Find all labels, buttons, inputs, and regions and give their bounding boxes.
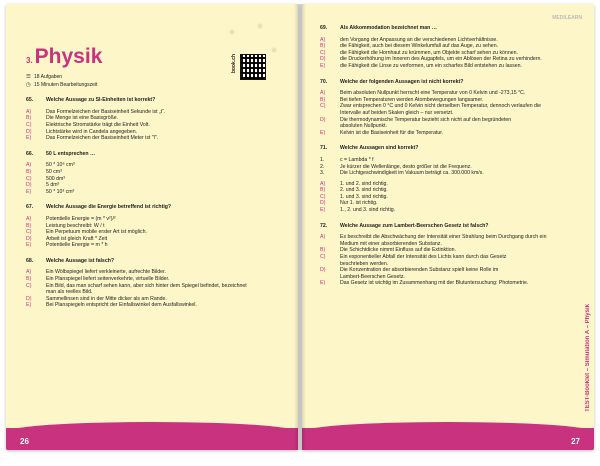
statement-number: 1. [320, 156, 325, 163]
question-number: 70. [320, 78, 328, 85]
answer-option [320, 280, 572, 287]
answer-option [26, 129, 282, 136]
option-text: 50 * 10⁶ cm³ [46, 162, 75, 169]
answer-option [320, 267, 572, 274]
option-letter: C) [26, 229, 32, 236]
option-letter: E) [26, 242, 32, 249]
option-text: Arbeit ist gleich Kraft * Zeit [46, 235, 108, 242]
option-text: Die thermodynamische Temperatur bezieht sich nicht auf den begründeten [340, 116, 512, 123]
option-text: die Fähigkeit die Hornhaut zu krümmen, um Objekte scharf sehen zu können. [340, 49, 518, 56]
statement-text: Die Lichtgeschwindigkeit im Vakuum beträgt ca. 300.000 km/s. [340, 170, 484, 177]
answer-option [320, 187, 572, 194]
option-letter: A) [26, 162, 32, 169]
option-text: Bei Planspiegeln entspricht der Einfallswinkel dem Ausfallswinkel. [46, 302, 197, 309]
answer-option [320, 50, 572, 57]
question-heading [26, 97, 282, 104]
statement-number: 3. [320, 170, 325, 177]
option-text: Bei tiefen Temperaturen werden Atombewegungen langsamer. [340, 96, 484, 103]
option-letter: E) [26, 188, 32, 195]
answer-option [26, 276, 282, 283]
option-text: 500 dm³ [46, 175, 66, 182]
question-text: 50 L entsprechen … [46, 150, 96, 157]
answer-option [320, 261, 572, 268]
answer-option [26, 216, 282, 223]
option-letter: C) [320, 254, 326, 261]
question-block [26, 204, 282, 249]
option-text: Kelvin ist die Basiseinheit für die Temperatur. [340, 129, 444, 136]
option-text: Beim absoluten Nullpunkt herrscht eine Temperatur von 0 Kelvin und -273,15 °C. [340, 90, 526, 97]
page-number-left: 26 [20, 437, 29, 446]
answer-option [26, 269, 282, 276]
question-block [320, 223, 572, 287]
statement-number: 2. [320, 163, 325, 170]
answer-option [320, 103, 572, 110]
right-question-list [320, 25, 572, 287]
statement-text: Je kürzer die Wellenlänge, desto größer ist die Frequenz. [340, 163, 472, 170]
option-letter: D) [26, 128, 32, 135]
question-block [320, 145, 572, 213]
option-text: die Fähigkeit die Linse zu verformen, um ein scharfes Bild entstehen zu lassen. [340, 62, 522, 69]
answer-option [26, 296, 282, 303]
option-letter: D) [320, 56, 326, 63]
statement-item [320, 164, 572, 171]
statement-text: c = Lambda * f [340, 156, 374, 163]
answer-option [320, 90, 572, 97]
option-text: Das Formelzeichen der Basiseinheit Sekunde ist „t“. [46, 108, 166, 115]
option-text: den Vorgang der Anpassung an die verschiedenen Lichtverhältnisse. [340, 36, 498, 43]
answer-option [320, 37, 572, 44]
option-text: Ein exponentieller Abfall der Intensität des Lichts kann durch das Gesetz [340, 254, 507, 261]
question-number: 69. [320, 25, 328, 31]
answer-option [26, 302, 282, 309]
answer-option [320, 43, 572, 50]
answer-option [26, 223, 282, 230]
answer-option [26, 283, 282, 290]
answer-option [320, 207, 572, 214]
option-text: Intervalle auf beiden Skalen gleich – nur versetzt. [340, 109, 454, 116]
option-letter: D) [320, 200, 326, 207]
answer-option [320, 130, 572, 137]
answer-option [320, 123, 572, 130]
option-text: beschrieben werden. [340, 260, 389, 267]
answer-option [26, 135, 282, 142]
answer-option [26, 169, 282, 176]
option-letter: B) [26, 276, 32, 283]
option-letter [320, 274, 340, 281]
option-text: Elektrische Stromstärke trägt die Einheit Volt. [46, 121, 150, 128]
option-letter [320, 123, 340, 130]
option-letter: C) [320, 103, 326, 110]
option-text: Ein Bild, das man scharf sehen kann, aber sich hinter dem Spiegel befindet, bezeichnet [46, 282, 247, 289]
option-text: die Druckerhöhung im Inneren des Augapfels, um ein Ablösen der Retina zu verhindern. [340, 56, 542, 63]
option-letter: A) [320, 234, 326, 241]
option-letter: B) [320, 187, 326, 194]
question-block [26, 258, 282, 309]
question-heading [26, 151, 282, 158]
answer-option [320, 234, 572, 241]
option-letter [320, 261, 340, 268]
option-text: Medium mit einer absorbierenden Substanz. [340, 240, 442, 247]
meta-row [26, 82, 282, 89]
answer-option [26, 189, 282, 196]
option-text: 1., 2. und 3. sind richtig. [340, 207, 396, 214]
option-letter: D) [320, 116, 326, 123]
answer-option [320, 97, 572, 104]
option-letter: D) [320, 267, 326, 274]
option-letter [26, 289, 46, 296]
option-text: Lambert-Beerschen Gesetz. [340, 273, 405, 280]
answer-option [26, 122, 282, 129]
answer-option [320, 241, 572, 248]
option-text: Ein Perpetuum mobile erster Art ist möglich. [46, 229, 147, 236]
question-block [320, 25, 572, 70]
answer-option [320, 247, 572, 254]
option-text: Ein Wölbspiegel liefert verkleinerte, aufrechte Bilder. [46, 269, 166, 276]
option-letter: E) [320, 129, 326, 136]
question-number: 65. [26, 97, 34, 104]
option-text: Sammellinsen sind in der Mitte dicker als am Rande. [46, 295, 167, 302]
right-page [302, 4, 594, 450]
question-text: Welche Aussage zu SI-Einheiten ist korrekt? [46, 97, 156, 104]
question-text: Welche Aussage zum Lambert-Beerschen Gesetz ist falsch? [340, 222, 489, 229]
answer-option [26, 182, 282, 189]
question-text: Welche Aussagen sind korrekt? [340, 145, 419, 152]
option-text: Potentielle Energie = (m * v²)/² [46, 215, 116, 222]
option-text: Es beschreibt die Abschwächung der Intensität einer Strahlung beim Durchgang durch ein [340, 234, 547, 241]
question-heading [320, 223, 572, 230]
option-text: man als reelles Bild. [46, 289, 93, 296]
option-text: die Fähigkeit, auch bei diesem Winkelumfall auf das Auge, zu sehen. [340, 43, 499, 50]
option-letter: B) [320, 43, 326, 50]
option-text: Die Menge ist eine Basisgröße. [46, 115, 119, 122]
option-letter: A) [320, 180, 326, 187]
question-number: 68. [26, 257, 34, 264]
book-gutter [294, 4, 306, 450]
open-booklet [6, 4, 594, 460]
chapter-number: 3. [26, 56, 33, 65]
option-letter: D) [26, 295, 32, 302]
option-letter: B) [26, 168, 32, 175]
question-heading [26, 204, 282, 211]
answer-option [320, 56, 572, 63]
option-letter: D) [26, 235, 32, 242]
answer-option [320, 254, 572, 261]
option-text: 50 cm³ [46, 168, 62, 175]
statement-item [320, 170, 572, 177]
option-letter: B) [320, 96, 326, 103]
question-text: Als Akkommodation bezeichnet man … [340, 25, 437, 31]
option-letter: A) [26, 108, 32, 115]
meta-text: 18 Aufgaben [34, 74, 63, 80]
option-letter: E) [26, 302, 32, 309]
brand-header: MEDILEARN [552, 15, 582, 21]
footer-band [6, 428, 298, 450]
question-text: Welche Aussage ist falsch? [46, 257, 115, 264]
option-text: Das Formelzeichen der Basiseinheit Meter ist "l". [46, 135, 159, 142]
option-text: Lichtstärke wird in Candela angegeben. [46, 128, 138, 135]
question-block [26, 97, 282, 142]
option-letter: A) [26, 269, 32, 276]
option-letter [320, 110, 340, 117]
answer-option [320, 117, 572, 124]
qr-label: book.ch [231, 54, 237, 74]
option-text: Ein Planspiegel liefert seitenverkehrte, virtuelle Bilder. [46, 276, 170, 283]
question-text: Welche der folgenden Aussagen ist nicht korrekt? [340, 78, 464, 85]
option-text: Leistung beschreibt: W / t [46, 222, 105, 229]
option-letter: E) [26, 135, 32, 142]
left-question-list [26, 97, 282, 309]
option-text: Nur 1. ist richtig. [340, 200, 378, 207]
option-letter: C) [320, 193, 326, 200]
option-letter: C) [320, 49, 326, 56]
answer-option [26, 289, 282, 296]
option-letter: A) [320, 90, 326, 97]
meta-text: 15 Minuten Bearbeitungszeit [34, 81, 98, 88]
answer-option [320, 194, 572, 201]
option-text: Die Konzentration der absorbierenden Substanz spielt keine Rolle im [340, 267, 499, 274]
option-text: Das Gesetz ist wichtig im Zusammenhang mit der Blutuntersuchung: Photometrie. [340, 280, 529, 287]
option-letter: C) [26, 121, 32, 128]
option-letter: E) [320, 207, 326, 214]
option-text: absoluten Nullpunkt. [340, 123, 388, 130]
option-text: 5 dm³ [46, 182, 60, 189]
answer-option [26, 109, 282, 116]
option-letter: A) [26, 215, 32, 222]
footer-band [302, 428, 594, 450]
option-text: Zwar entsprechen 0 °C und 0 Kelvin nicht derselben Temperatur, dennoch verlaufen die [340, 103, 541, 110]
question-number: 72. [320, 222, 328, 229]
answer-option [26, 229, 282, 236]
answer-option [26, 176, 282, 183]
option-letter [320, 241, 340, 248]
option-letter: C) [26, 175, 32, 182]
answer-option [320, 181, 572, 188]
statement-item [320, 157, 572, 164]
answer-option [26, 162, 282, 169]
option-letter: B) [26, 222, 32, 229]
side-label: TEST-Booklet – Simulation A – Physik [585, 304, 591, 412]
chapter-title: Physik [34, 45, 103, 68]
option-text: 1. und 3. sind richtig. [340, 193, 388, 200]
option-text: Potentielle Energie = m * h [46, 242, 108, 249]
answer-option [320, 274, 572, 281]
answer-option [320, 110, 572, 117]
option-text: 1. und 2. sind richtig. [340, 180, 388, 187]
option-text: 50 * 10³ cm³ [46, 188, 75, 195]
left-page [6, 4, 298, 450]
answer-option [26, 242, 282, 249]
question-number: 71. [320, 145, 328, 152]
question-heading [320, 25, 572, 32]
qr-code-icon [240, 54, 266, 80]
option-letter: A) [320, 36, 326, 43]
option-text: Die Schichtdicke nimmt Einfluss auf die Extinktion. [340, 247, 456, 254]
option-letter: E) [320, 62, 326, 69]
option-letter: B) [26, 115, 32, 122]
question-block [26, 151, 282, 196]
option-letter: B) [320, 247, 326, 254]
option-text: 2. und 3. sind richtig. [340, 187, 388, 194]
question-number: 66. [26, 150, 34, 157]
clock-icon: ◷ [26, 81, 31, 88]
answer-option [320, 63, 572, 70]
option-letter: E) [320, 280, 326, 287]
question-text: Welche Aussage die Energie betreffend ist richtig? [46, 204, 172, 211]
question-heading [320, 79, 572, 86]
question-heading [320, 145, 572, 152]
answer-option [26, 236, 282, 243]
answer-option [26, 115, 282, 122]
answer-option [320, 200, 572, 207]
page-number-right: 27 [571, 437, 580, 446]
list-icon: ☰ [26, 74, 31, 80]
option-letter: D) [26, 182, 32, 189]
question-heading [26, 258, 282, 265]
question-block [320, 79, 572, 137]
option-letter: C) [26, 282, 32, 289]
question-number: 67. [26, 204, 34, 211]
